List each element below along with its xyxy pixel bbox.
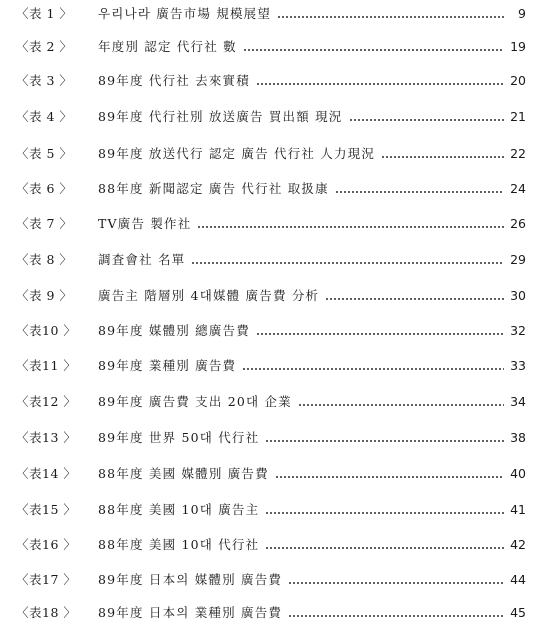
toc-row bbox=[16, 71, 526, 91]
toc-row bbox=[16, 4, 526, 24]
page-number: 42 bbox=[510, 537, 526, 552]
table-number: 〈表18 〉 bbox=[16, 605, 77, 620]
toc-row bbox=[16, 570, 526, 590]
table-title: 89年度 放送代行 認定 廣告 代行社 人力現況 bbox=[98, 146, 376, 161]
toc-row bbox=[16, 179, 526, 199]
page-number: 9 bbox=[518, 6, 526, 21]
toc-row bbox=[16, 356, 526, 376]
table-number: 〈表12 〉 bbox=[16, 394, 77, 409]
toc-row bbox=[16, 321, 526, 341]
dot-leader bbox=[381, 144, 504, 164]
page-number: 33 bbox=[510, 358, 526, 373]
dot-leader bbox=[335, 179, 504, 199]
table-number: 〈表 7 〉 bbox=[16, 216, 73, 231]
table-title: 調査會社 名單 bbox=[98, 252, 186, 267]
table-number: 〈表13 〉 bbox=[16, 430, 77, 445]
table-number: 〈表 9 〉 bbox=[16, 288, 73, 303]
toc-row bbox=[16, 37, 526, 57]
page-number: 32 bbox=[510, 323, 526, 338]
dot-leader bbox=[277, 4, 504, 24]
page-number: 20 bbox=[510, 73, 526, 88]
table-title: 89年度 日本의 媒體別 廣告費 bbox=[98, 572, 283, 587]
table-title: 89年度 代行社別 放送廣告 買出額 現況 bbox=[98, 109, 343, 124]
table-number: 〈表 1 〉 bbox=[16, 6, 73, 21]
page-number: 19 bbox=[510, 39, 526, 54]
page-number: 22 bbox=[510, 146, 526, 161]
table-number: 〈表 6 〉 bbox=[16, 181, 73, 196]
page-number: 30 bbox=[510, 288, 526, 303]
page-number: 21 bbox=[510, 109, 526, 124]
toc-row bbox=[16, 250, 526, 270]
toc-row bbox=[16, 464, 526, 484]
page-number: 44 bbox=[510, 572, 526, 587]
dot-leader bbox=[275, 464, 504, 484]
dot-leader bbox=[265, 500, 504, 520]
table-title: 89年度 媒體別 總廣告費 bbox=[98, 323, 250, 338]
dot-leader bbox=[349, 107, 505, 127]
page-number: 40 bbox=[510, 466, 526, 481]
dot-leader bbox=[265, 428, 504, 448]
table-number: 〈表 3 〉 bbox=[16, 73, 73, 88]
dot-leader bbox=[325, 286, 504, 306]
table-title: 88年度 美國 媒體別 廣告費 bbox=[98, 466, 269, 481]
dot-leader bbox=[243, 37, 504, 57]
table-number: 〈表15 〉 bbox=[16, 502, 77, 517]
toc-row bbox=[16, 107, 526, 127]
dot-leader bbox=[288, 603, 504, 623]
toc-row bbox=[16, 428, 526, 448]
table-number: 〈表 8 〉 bbox=[16, 252, 73, 267]
table-number: 〈表11 〉 bbox=[16, 358, 77, 373]
dot-leader bbox=[256, 321, 504, 341]
toc-row bbox=[16, 286, 526, 306]
dot-leader bbox=[256, 71, 504, 91]
table-number: 〈表10 〉 bbox=[16, 323, 77, 338]
page-number: 26 bbox=[510, 216, 526, 231]
page-number: 29 bbox=[510, 252, 526, 267]
table-number: 〈表 4 〉 bbox=[16, 109, 73, 124]
table-title: 88年度 美國 10대 代行社 bbox=[98, 537, 260, 552]
table-title: 89年度 業種別 廣告費 bbox=[98, 358, 237, 373]
table-title: 88年度 新聞認定 廣告 代行社 取扱康 bbox=[98, 181, 329, 196]
toc-row bbox=[16, 214, 526, 234]
toc-row bbox=[16, 392, 526, 412]
dot-leader bbox=[197, 214, 504, 234]
table-number: 〈表17 〉 bbox=[16, 572, 77, 587]
toc-row bbox=[16, 500, 526, 520]
dot-leader bbox=[288, 570, 504, 590]
page-number: 41 bbox=[510, 502, 526, 517]
table-title: 우리나라 廣告市場 規模展望 bbox=[98, 6, 272, 21]
table-title: 88年度 美國 10대 廣告主 bbox=[98, 502, 260, 517]
table-number: 〈表16 〉 bbox=[16, 537, 77, 552]
dot-leader bbox=[298, 392, 504, 412]
table-title: 89年度 世界 50대 代行社 bbox=[98, 430, 260, 445]
toc-row bbox=[16, 535, 526, 555]
table-title: TV廣告 製作社 bbox=[98, 216, 192, 231]
toc-row bbox=[16, 603, 526, 623]
dot-leader bbox=[265, 535, 504, 555]
table-number: 〈表14 〉 bbox=[16, 466, 77, 481]
page-number: 34 bbox=[510, 394, 526, 409]
page-number: 45 bbox=[510, 605, 526, 620]
table-title: 年度別 認定 代行社 數 bbox=[98, 39, 237, 54]
dot-leader bbox=[242, 356, 504, 376]
table-number: 〈表 5 〉 bbox=[16, 146, 73, 161]
table-title: 89年度 日本의 業種別 廣告費 bbox=[98, 605, 283, 620]
page-number: 24 bbox=[510, 181, 526, 196]
table-title: 廣告主 階層別 4대媒體 廣告費 分析 bbox=[98, 288, 320, 303]
dot-leader bbox=[191, 250, 504, 270]
page-number: 38 bbox=[510, 430, 526, 445]
table-title: 89年度 廣告費 支出 20대 企業 bbox=[98, 394, 292, 409]
table-number: 〈表 2 〉 bbox=[16, 39, 73, 54]
toc-row bbox=[16, 144, 526, 164]
table-title: 89年度 代行社 去來實積 bbox=[98, 73, 250, 88]
